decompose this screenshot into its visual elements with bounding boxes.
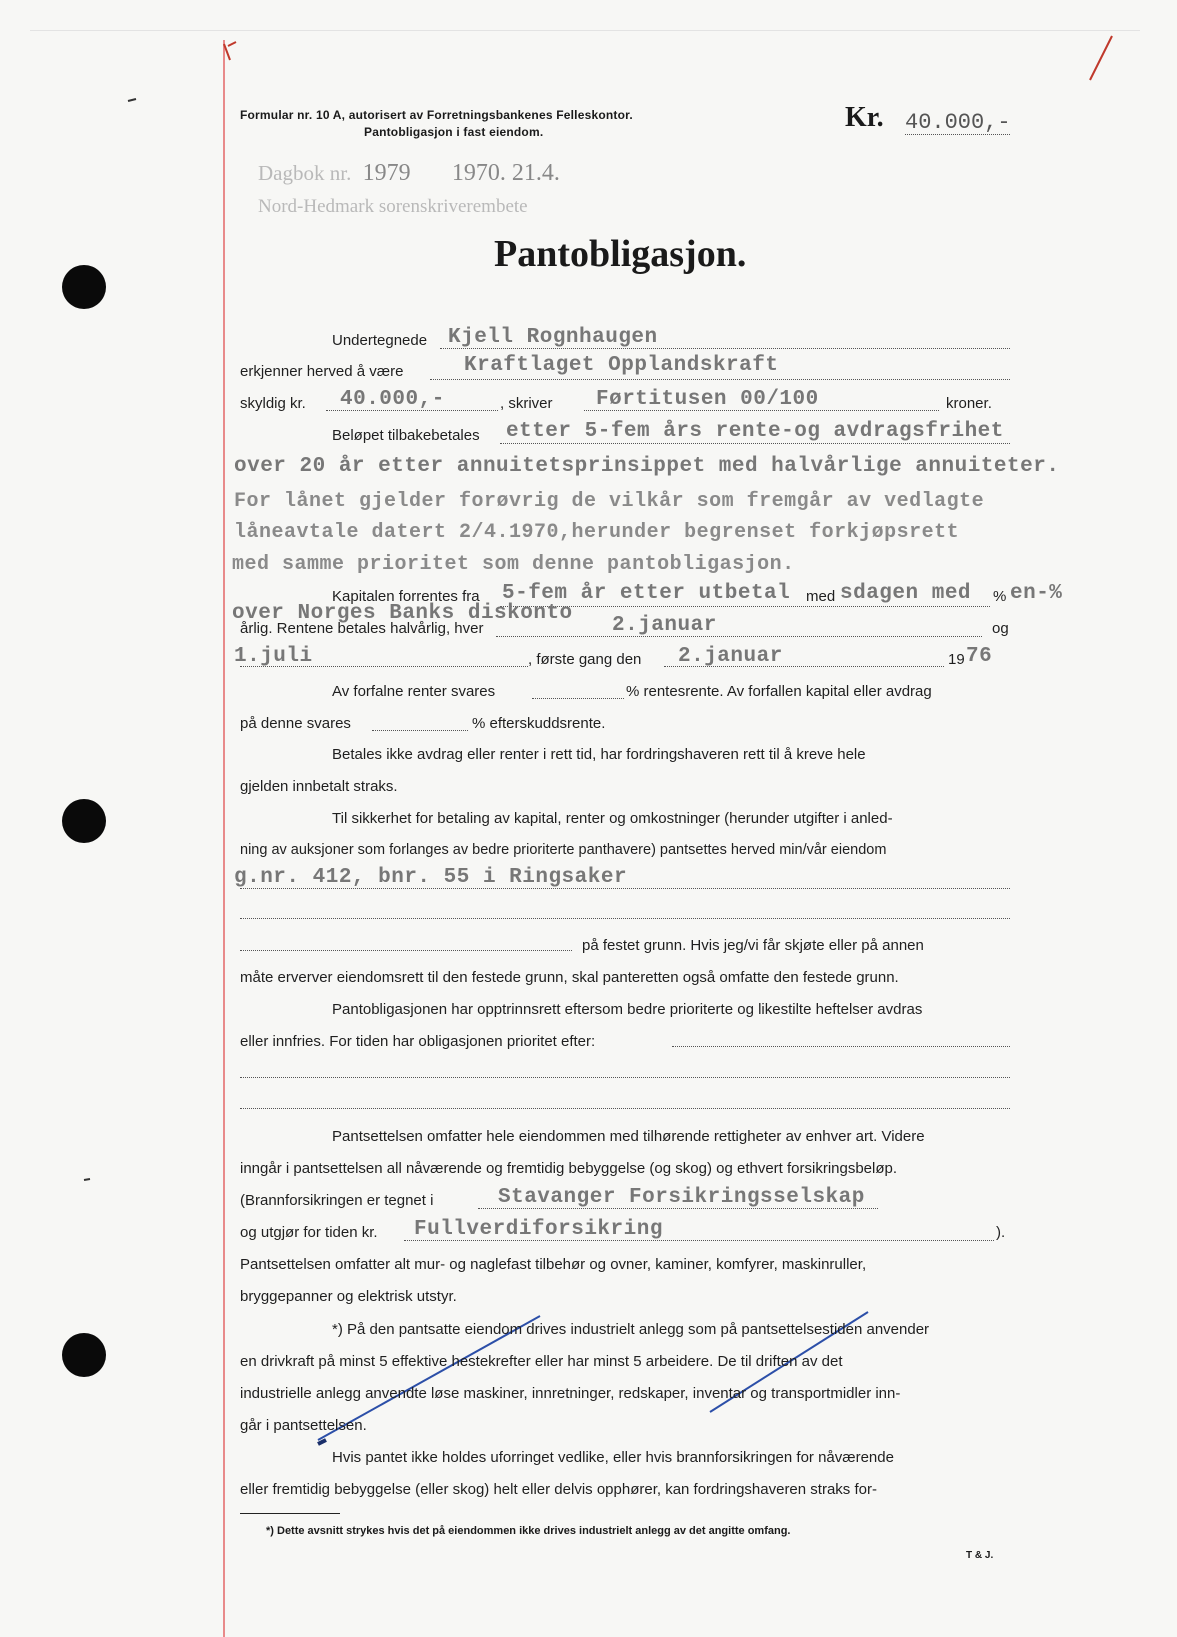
industri-line-4: går i pantsettelsen. bbox=[240, 1417, 367, 1434]
undertegnede-value: Kjell Rognhaugen bbox=[448, 326, 658, 349]
festet-text-a: på festet grunn. Hvis jeg/vi får skjøte eller på annen bbox=[582, 937, 924, 954]
kapitalen-value-3: en-% bbox=[1010, 582, 1063, 605]
juli-value: 1.juli bbox=[234, 645, 313, 668]
skriver-value: Førtitusen 00/100 bbox=[596, 388, 819, 411]
industri-line-3: industrielle anlegg anvendte løse maskiner, innretninger, redskaper, inventar og transportmidler inn- bbox=[240, 1385, 901, 1402]
footnote: *) Dette avsnitt strykes hvis det på eiendommen ikke drives industrielt anlegg av det angitte omfang. bbox=[266, 1525, 791, 1537]
year-value: 76 bbox=[966, 645, 993, 668]
eiendom-value: g.nr. 412, bnr. 55 i Ringsaker bbox=[234, 866, 628, 889]
betales-line-1: Betales ikke avdrag eller renter i rett tid, har fordringshaveren rett til å kreve hele bbox=[332, 746, 866, 763]
form-line-1: Formular nr. 10 A, autorisert av Forretningsbankenes Felleskontor. bbox=[240, 108, 633, 122]
arlig-value: 2.januar bbox=[612, 614, 717, 637]
kapitalen-value-2: sdagen med bbox=[840, 582, 972, 605]
red-tick-mark bbox=[224, 42, 236, 60]
ink-speck bbox=[128, 99, 136, 101]
festet-text-b: måte erverver eiendomsrett til den festede grunn, skal panteretten også omfatte den festede grunn. bbox=[240, 969, 899, 986]
forfalne-text-b: % rentesrente. Av forfallen kapital eller avdrag bbox=[626, 683, 932, 700]
industri-line-2: en drivkraft på minst 5 effektive hestekrefter eller har minst 5 arbeidere. De til driften av det bbox=[240, 1353, 843, 1370]
stamp-dagbok-label: Dagbok nr. bbox=[258, 161, 352, 185]
printer-mark: T & J. bbox=[966, 1550, 994, 1561]
form-line-2: Pantobligasjon i fast eiendom. bbox=[364, 125, 544, 139]
utgjor-end: ). bbox=[996, 1224, 1006, 1241]
utgjor-value: Fullverdiforsikring bbox=[414, 1218, 663, 1241]
stamp-date: 1970. 21.4. bbox=[451, 160, 560, 186]
ink-speck bbox=[84, 1179, 90, 1180]
forfalne-text-d: % efterskuddsrente. bbox=[472, 715, 606, 732]
kroner-label: kroner. bbox=[946, 395, 992, 412]
arlig-label: årlig. Rentene betales halvårlig, hver bbox=[240, 620, 484, 637]
vedlike-line-2: eller fremtidig bebyggelse (eller skog) helt eller delvis opphører, kan fordringshaveren straks for- bbox=[240, 1481, 877, 1498]
forste-gang-value: 2.januar bbox=[678, 645, 783, 668]
typed-terms-line-3: For lånet gjelder forøvrig de vilkår som fremgår av vedlagte bbox=[234, 490, 985, 513]
typed-terms-line-2: over 20 år etter annuitetsprinsippet med halvårlige annuiteter. bbox=[234, 455, 1060, 478]
page-title: Pantobligasjon. bbox=[494, 233, 747, 275]
stamp-number: 1979 bbox=[362, 160, 411, 186]
stamp-line-1 bbox=[258, 160, 560, 187]
erkjenner-value: Kraftlaget Opplandskraft bbox=[464, 354, 779, 377]
kapitalen-value: 5-fem år etter utbetal bbox=[502, 582, 791, 605]
skriver-label: , skriver bbox=[500, 395, 553, 412]
red-check-mark bbox=[1090, 36, 1112, 80]
forfalne-text-a: Av forfalne renter svares bbox=[332, 683, 496, 700]
tilbakebetales-value: etter 5-fem års rente-og avdragsfrihet bbox=[506, 420, 1004, 443]
undertegnede-label: Undertegnede bbox=[332, 332, 428, 349]
skyldig-label: skyldig kr. bbox=[240, 395, 306, 412]
stamp-line-2: Nord-Hedmark sorenskriverembete bbox=[258, 196, 528, 217]
sikkerhet-line-1: Til sikkerhet for betaling av kapital, renter og omkostninger (herunder utgifter i anled- bbox=[332, 810, 893, 827]
omfatter-line-1: Pantsettelsen omfatter hele eiendommen med tilhørende rettigheter av enhver art. Videre bbox=[332, 1128, 925, 1145]
kapitalen-label: Kapitalen forrentes fra bbox=[332, 588, 480, 605]
brann-value: Stavanger Forsikringsselskap bbox=[498, 1186, 865, 1209]
industri-line-1: *) På den pantsatte eiendom drives industrielt anlegg som på pantsettelsestiden anvender bbox=[332, 1321, 930, 1338]
footnote-rule bbox=[240, 1513, 340, 1514]
betales-line-2: gjelden innbetalt straks. bbox=[240, 778, 398, 795]
opptrinn-line-2: eller innfries. For tiden har obligasjonen prioritet efter: bbox=[240, 1033, 596, 1050]
percent-sign: % bbox=[993, 588, 1007, 605]
skyldig-value: 40.000,- bbox=[340, 388, 445, 411]
med-label: med bbox=[806, 588, 836, 605]
tilbakebetales-label: Beløpet tilbakebetales bbox=[332, 427, 480, 444]
omfatter-line-2: inngår i pantsettelsen all nåværende og fremtidig bebyggelse (og skog) og ethvert forsikringsbeløp. bbox=[240, 1160, 898, 1177]
forfalne-text-c: på denne svares bbox=[240, 715, 351, 732]
amount-label: Kr. bbox=[845, 102, 884, 133]
tilbehor-line-1: Pantsettelsen omfatter alt mur- og naglefast tilbehør og ovner, kaminer, komfyrer, maskinruller, bbox=[240, 1256, 867, 1273]
erkjenner-label: erkjenner herved å være bbox=[240, 363, 404, 380]
sikkerhet-line-2: ning av auksjoner som forlanges av bedre prioriterte panthavere) pantsettes herved min/vår eiendom bbox=[240, 842, 887, 858]
og-label: og bbox=[992, 620, 1009, 637]
forste-gang-label: , første gang den bbox=[528, 651, 642, 668]
amount-value: 40.000,- bbox=[905, 110, 1011, 135]
overlay-diskonto: over Norges Banks diskonto bbox=[232, 602, 573, 625]
year-prefix: 19 bbox=[948, 651, 965, 668]
brann-label: (Brannforsikringen er tegnet i bbox=[240, 1192, 434, 1209]
strike-line-end bbox=[318, 1440, 326, 1444]
tilbehor-line-2: bryggepanner og elektrisk utstyr. bbox=[240, 1288, 457, 1305]
utgjor-label: og utgjør for tiden kr. bbox=[240, 1224, 378, 1241]
typed-terms-line-5: med samme prioritet som denne pantobligasjon. bbox=[232, 553, 795, 576]
vedlike-line-1: Hvis pantet ikke holdes uforringet vedlike, eller hvis brannforsikringen for nåværende bbox=[332, 1449, 894, 1466]
typed-terms-line-4: låneavtale datert 2/4.1970,herunder begrenset forkjøpsrett bbox=[234, 521, 960, 544]
opptrinn-line-1: Pantobligasjonen har opptrinnsrett eftersom bedre prioriterte og likestilte heftelser avdras bbox=[332, 1001, 923, 1018]
